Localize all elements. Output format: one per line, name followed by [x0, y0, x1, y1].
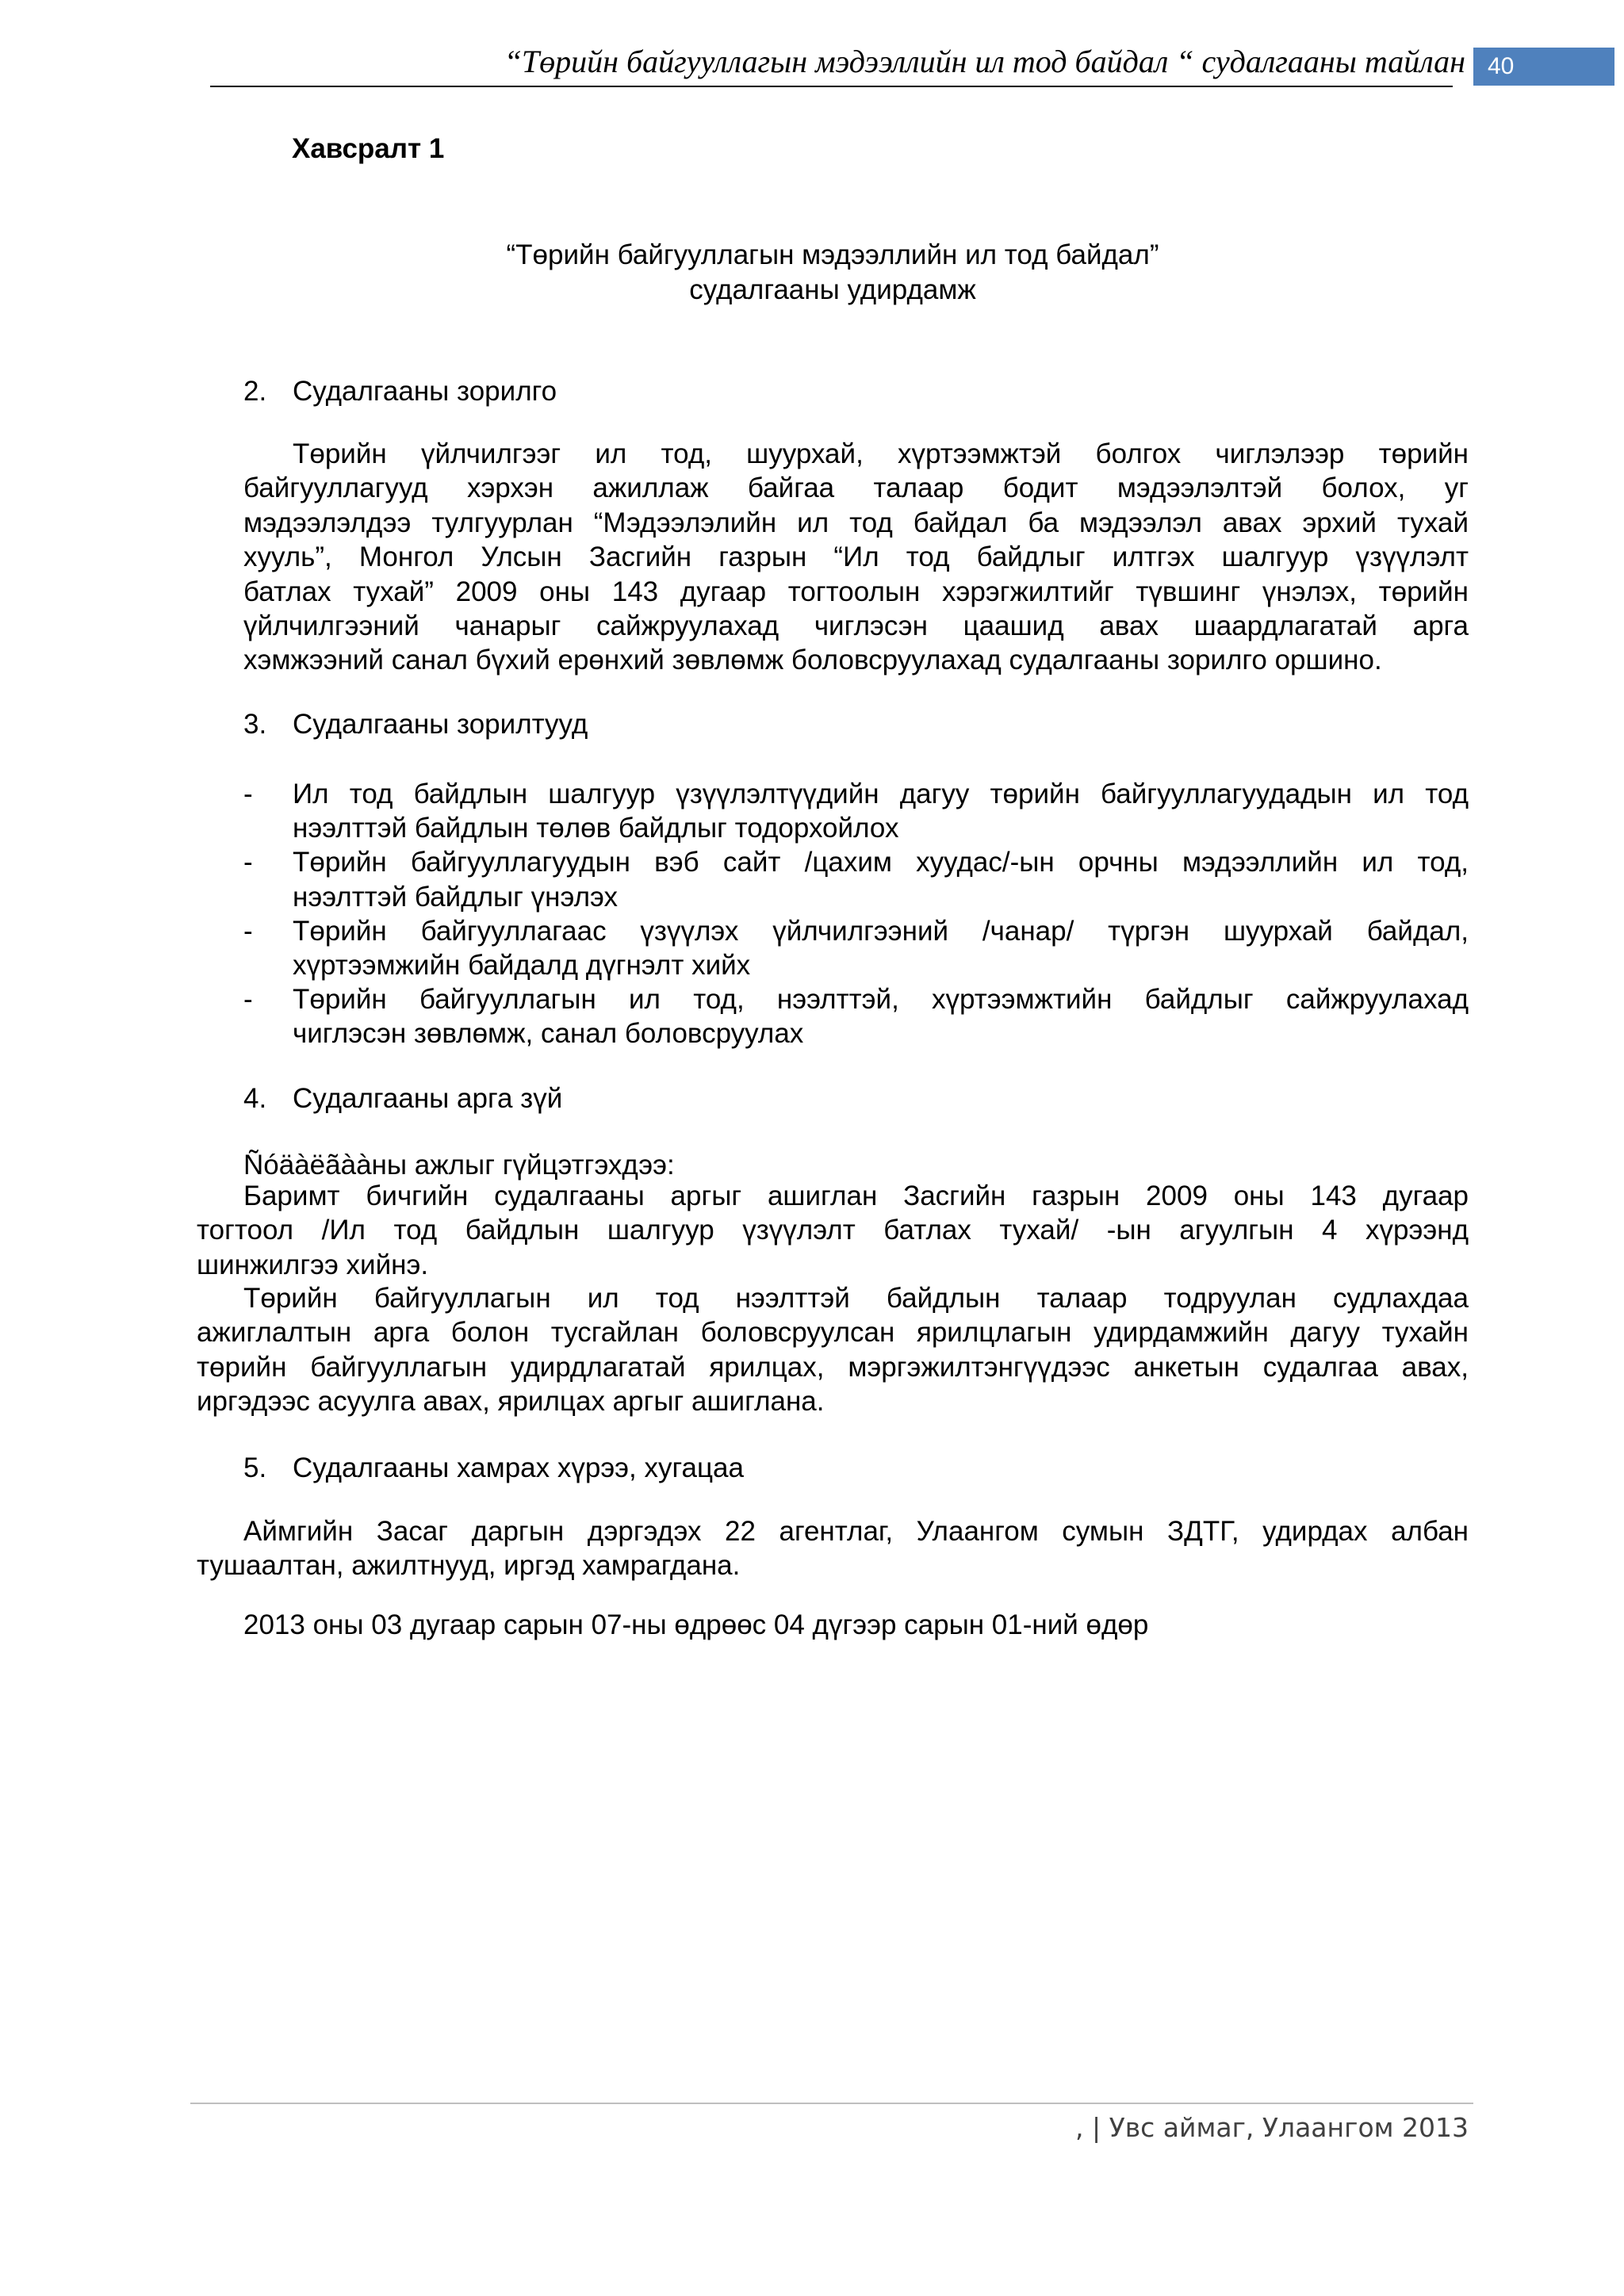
list-item — [243, 914, 1469, 982]
text-line: Баримт бичгийн судалгааны аргыг ашиглан Засгийн газрын 2009 оны 143 дугаар — [243, 1181, 1469, 1211]
section-title: Судалгааны арга зүй — [293, 1083, 563, 1114]
text-line: нээлттэй байдлын төлөв байдлыг тодорхойлох — [293, 813, 899, 844]
text-line: Төрийн байгууллагаас үзүүлэх үйлчилгээний /чанар/ түргэн шуурхай байдал, — [293, 915, 1469, 947]
goal-paragraph — [243, 437, 1469, 678]
document-title-line-1: “Төрийн байгууллагын мэдээллийн ил тод байдал” — [506, 239, 1159, 270]
section-heading-objectives — [243, 709, 588, 740]
section-title: Судалгааны хамрах хүрээ, хугацаа — [293, 1452, 744, 1483]
method-paragraph-2 — [197, 1281, 1469, 1419]
text-line: хүртээмжийн байдалд дүгнэлт хийх — [293, 950, 751, 982]
text-line: ажиглалтын арга болон тусгайлан боловсруулсан ярилцлагын удирдамжийн дагуу тухайн — [197, 1317, 1469, 1349]
scope-dates: 2013 оны 03 дугаар сарын 07-ны өдрөөс 04 дүгээр сарын 01-ний өдөр — [243, 1609, 1149, 1640]
section-heading-method — [243, 1083, 562, 1115]
text-line: төрийн байгууллагын удирдлагатай ярилцах, мэргэжилтэнгүүдээс анкетын судалгаа авах, — [197, 1351, 1469, 1383]
section-number: 4. — [243, 1083, 267, 1114]
list-item — [243, 777, 1469, 845]
section-heading-scope — [243, 1452, 744, 1484]
section-number: 5. — [243, 1452, 267, 1483]
text-line: Төрийн үйлчилгээг ил тод, шуурхай, хүртээмжтэй болгох чиглэлээр төрийн — [293, 438, 1469, 469]
dash-bullet: - — [243, 984, 253, 1016]
text-line: Аймгийн Засаг даргын дэргэдэх 22 агентлаг, Улаангом сумын ЗДТГ, удирдах албан — [243, 1516, 1469, 1547]
dash-bullet: - — [243, 779, 253, 809]
header-rule — [210, 86, 1453, 87]
method-intro: Ñóäàëãààны ажлыг гүйцэтгэхдээ: — [243, 1150, 675, 1181]
text-line: Төрийн байгууллагын ил тод нээлттэй байдлын талаар тодруулан судлахдаа — [243, 1283, 1469, 1314]
section-title: Судалгааны зорилтууд — [293, 709, 588, 740]
appendix-label: Хавсралт 1 — [292, 133, 445, 164]
text-line: мэдээлэлдээ тулгуурлан “Мэдээлэлийн ил тод байдал ба мэдээлэл авах эрхий тухай — [243, 507, 1469, 538]
text-line: тушаалтан, ажилтнууд, иргэд хамрагдана. — [197, 1550, 741, 1582]
dash-bullet: - — [243, 847, 253, 878]
text-line: шинжилгээ хийнэ. — [197, 1249, 429, 1280]
list-item — [243, 982, 1469, 1050]
running-header-title: “Төрийн байгууллагын мэдээллийн ил тод байдал “ судалгааны тайлан — [504, 44, 1465, 79]
scope-paragraph — [197, 1514, 1469, 1583]
text-line: нээлттэй байдлыг үнэлэх — [293, 881, 618, 913]
section-heading-goal — [243, 376, 557, 408]
text-line: иргэдээс асуулга авах, ярилцах аргыг ашиглана. — [197, 1386, 825, 1418]
text-line: батлах тухай” 2009 оны 143 дугаар тогтоолын хэрэгжилтийг түвшинг үнэлэх, төрийн — [243, 576, 1469, 607]
dash-bullet: - — [243, 915, 253, 947]
list-item — [243, 845, 1469, 913]
text-line: Төрийн байгууллагуудын вэб сайт /цахим хуудас/-ын орчны мэдээллийн ил тод, — [293, 847, 1469, 878]
method-paragraph-1 — [197, 1179, 1469, 1282]
footer-rule — [190, 2103, 1473, 2104]
objectives-list — [243, 777, 1469, 1051]
section-title: Судалгааны зорилго — [293, 376, 557, 407]
text-line: чиглэсэн зөвлөмж, санал боловсруулах — [293, 1018, 804, 1050]
text-line: үйлчилгээний чанарыг сайжруулахад чиглэсэн цаашид авах шаардлагатай арга — [243, 610, 1469, 642]
page-number-badge: 40 — [1473, 48, 1614, 86]
section-number: 2. — [243, 376, 267, 407]
text-line: хууль”, Монгол Улсын Засгийн газрын “Ил тод байдлыг илтгэх шалгуур үзүүлэлт — [243, 541, 1469, 573]
section-number: 3. — [243, 709, 267, 740]
text-line: тогтоол /Ил тод байдлын шалгуур үзүүлэлт батлах тухай/ -ын агуулгын 4 хүрээнд — [197, 1215, 1469, 1246]
document-title-line-2: судалгааны удирдамж — [689, 274, 976, 305]
text-line: Ил тод байдлын шалгуур үзүүлэлтүүдийн дагуу төрийн байгууллагуудадын ил тод — [293, 779, 1469, 809]
text-line: хэмжээний санал бүхий ерөнхий зөвлөмж боловсруулахад судалгааны зорилго оршино. — [243, 645, 1382, 676]
text-line: Төрийн байгууллагын ил тод, нээлттэй, хүртээмжтийн байдлыг сайжруулахад — [293, 984, 1469, 1016]
text-line: байгууллагууд хэрхэн ажиллаж байгаа талаар бодит мэдээлэлтэй болох, уг — [243, 473, 1469, 504]
footer-text: , | Увс аймаг, Улаангом 2013 — [1075, 2112, 1469, 2143]
